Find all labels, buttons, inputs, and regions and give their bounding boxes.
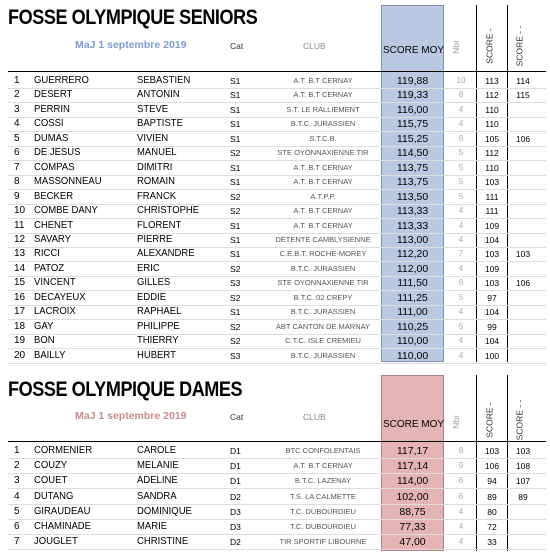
score2-cell: 107 (515, 476, 531, 487)
club-cell: B.T.C. JURASSIEN (290, 350, 356, 360)
count-cell: 6 (458, 133, 464, 143)
category-cell: D3 (230, 522, 241, 532)
score-cell: 113,75 (396, 161, 429, 174)
score1-cell: 112 (485, 148, 499, 159)
firstname-cell: CHRISTOPHE (137, 205, 200, 217)
score1-cell: 111 (485, 206, 499, 217)
club-cell: C.T.C. ISLE CREMIEU (285, 336, 361, 346)
club-cell: DETENTE CAMBLYSIENNE (275, 234, 371, 244)
dames-section (0, 375, 550, 552)
category-cell: S3 (230, 278, 241, 289)
count-cell: 5 (458, 148, 464, 158)
name-cell: COUZY (34, 460, 68, 472)
count-cell: 4 (458, 537, 464, 547)
count-cell: 5 (458, 191, 464, 201)
firstname-cell: DIMITRI (137, 161, 173, 173)
score1-cell: 103 (484, 278, 500, 289)
score1-cell: 110 (485, 104, 499, 115)
score-cell: 110,00 (396, 335, 429, 348)
score-cell: 88,75 (399, 505, 426, 518)
table-row (0, 348, 550, 364)
seniors-title: FOSSE OLYMPIQUE SENIORS (8, 6, 258, 29)
club-cell: STE OYONNAXIENNE TIR (277, 148, 369, 158)
club-cell: TIR SPORTIF LIBOURNE (279, 537, 367, 547)
score1-cell: 99 (487, 321, 497, 332)
score-cell: 47,00 (399, 536, 426, 549)
score2-cell: 106 (515, 133, 531, 144)
rank-cell: 3 (14, 475, 20, 487)
score1-cell: 109 (484, 220, 500, 231)
firstname-cell: EDDIE (137, 291, 167, 303)
rank-cell: 1 (14, 445, 20, 456)
name-cell: CHENET (34, 219, 74, 231)
category-cell: S1 (230, 76, 241, 86)
score-cell: 114,50 (396, 147, 429, 160)
score-cell: 115,75 (396, 118, 429, 131)
score1-cell: 109 (484, 263, 500, 274)
score2-cell: 115 (516, 90, 530, 101)
name-cell: COMBE DANY (34, 205, 98, 217)
rank-cell: 1 (14, 75, 20, 86)
count-cell: 4 (458, 350, 464, 360)
score1-cell: 33 (487, 537, 497, 548)
name-cell: PATOZ (34, 262, 65, 274)
score2-cell: 89 (518, 491, 528, 502)
count-cell: 5 (458, 292, 464, 302)
rank-cell: 20 (14, 349, 26, 361)
score-cell: 113,50 (396, 190, 429, 203)
name-cell: BECKER (34, 190, 74, 202)
score1-cell: 103 (484, 446, 500, 456)
name-cell: CHAMINADE (34, 521, 92, 532)
score-cell: 113,75 (396, 176, 429, 189)
club-cell: ABT CANTON DE MARNAY (275, 321, 371, 331)
firstname-cell: ROMAIN (137, 176, 175, 188)
rank-cell: 4 (14, 118, 20, 130)
category-cell: D2 (230, 491, 241, 502)
score2-header: SCORE - - (514, 25, 525, 67)
category-cell: S1 (230, 220, 241, 231)
header-rule (8, 441, 546, 442)
score-cell: 111,50 (397, 277, 428, 290)
club-cell: T.S. LA CALMETTE (290, 491, 356, 501)
score2-cell: 106 (515, 278, 531, 289)
count-cell: 4 (458, 263, 464, 273)
rank-cell: 2 (14, 89, 20, 101)
rank-cell: 6 (14, 147, 20, 159)
score1-cell: 113 (485, 76, 499, 86)
club-cell: B.T.C. JURASSIEN (290, 119, 356, 129)
category-cell: S2 (230, 206, 241, 217)
club-cell: S.T.C.B. (309, 133, 337, 143)
score1-cell: 110 (485, 162, 499, 173)
name-cell: CORMENIER (34, 445, 93, 456)
rank-cell: 5 (14, 505, 20, 517)
count-cell: 5 (458, 321, 464, 331)
count-cell: 6 (458, 476, 464, 486)
name-cell: RICCI (34, 248, 60, 260)
rank-cell: 18 (14, 320, 26, 332)
club-cell: A.T. B.T CERNAY (293, 90, 353, 100)
cat-header: Cat (230, 41, 244, 51)
firstname-cell: MELANIE (137, 460, 179, 472)
club-cell: BTC CONFOLENTAIS (285, 446, 361, 455)
firstname-cell: VIVIEN (137, 132, 169, 144)
club-cell: T.C. DUBOURDIEU (290, 522, 356, 531)
firstname-cell: CHRISTINE (137, 536, 189, 548)
score-cell: 102,00 (396, 490, 429, 503)
firstname-cell: PHILIPPE (137, 320, 180, 332)
row-divider (8, 549, 546, 550)
score-cell: 111,25 (397, 291, 428, 304)
club-cell: B.T.C. JURASSIEN (290, 307, 356, 317)
name-cell: VINCENT (34, 277, 76, 289)
count-cell: 6 (458, 278, 464, 288)
category-cell: S2 (230, 336, 241, 347)
score-cell: 113,33 (396, 219, 429, 232)
firstname-cell: PIERRE (137, 233, 173, 245)
name-cell: JOUGLET (34, 536, 78, 548)
firstname-cell: MANUEL (137, 147, 177, 159)
nbr-header: Nbr (450, 40, 461, 54)
firstname-cell: SEBASTIEN (137, 75, 191, 86)
rank-cell: 4 (14, 490, 20, 502)
rank-cell: 5 (14, 132, 20, 144)
rank-cell: 7 (14, 161, 20, 173)
score-cell: 112,00 (396, 262, 429, 275)
firstname-cell: BAPTISTE (137, 118, 183, 130)
header-rule (8, 71, 546, 72)
name-cell: DUTANG (34, 490, 74, 502)
score2-cell: 114 (516, 76, 530, 86)
firstname-cell: CAROLE (137, 445, 177, 456)
score-cell: 117,17 (396, 445, 429, 457)
count-cell: 4 (458, 522, 464, 531)
count-cell: 4 (458, 506, 464, 516)
category-cell: D1 (230, 461, 241, 472)
category-cell: S1 (230, 133, 241, 144)
score-cell: 112,20 (396, 248, 429, 261)
rank-cell: 3 (14, 103, 20, 115)
count-cell: 8 (458, 90, 464, 100)
rank-cell: 9 (14, 190, 20, 202)
score-cell: 111,00 (397, 306, 428, 319)
category-cell: S2 (230, 292, 241, 303)
score-cell: 117,14 (396, 460, 429, 473)
category-cell: D3 (230, 506, 241, 517)
name-cell: BON (34, 335, 55, 347)
score1-cell: 103 (484, 249, 500, 260)
score1-cell: 110 (485, 119, 499, 130)
category-cell: S1 (230, 104, 241, 115)
name-cell: GIRAUDEAU (34, 505, 91, 517)
score2-cell: 108 (515, 461, 531, 472)
category-cell: S2 (230, 191, 241, 202)
table-row (0, 534, 550, 550)
score1-cell: 94 (487, 476, 497, 487)
firstname-cell: RAPHAEL (137, 306, 182, 318)
rank-cell: 13 (14, 248, 26, 260)
count-cell: 8 (458, 446, 464, 455)
count-cell: 4 (458, 104, 464, 114)
score1-cell: 104 (484, 336, 500, 347)
firstname-cell: FRANCK (137, 190, 177, 202)
score-moy-header: SCORE MOY (382, 419, 445, 430)
club-cell: S.T. LE RALLIEMENT (286, 104, 360, 114)
club-cell: B.T.C. JURASSIEN (290, 263, 356, 273)
table-row (0, 504, 550, 520)
score-cell: 119,88 (396, 75, 429, 87)
score-cell: 113,00 (396, 233, 429, 246)
club-cell: B.T.C. 02 CREPY (293, 292, 353, 302)
score1-header: SCORE - (484, 28, 495, 64)
count-cell: 9 (458, 461, 464, 471)
score1-cell: 112 (485, 90, 499, 101)
category-cell: S1 (230, 90, 241, 101)
score1-cell: 104 (484, 307, 500, 318)
table-row (0, 519, 550, 535)
count-cell: 5 (458, 162, 464, 172)
category-cell: S2 (230, 263, 241, 274)
club-cell: A.T. B.T CERNAY (293, 461, 353, 471)
score-cell: 110,25 (396, 320, 429, 333)
name-cell: COUET (34, 475, 68, 487)
rank-cell: 14 (14, 262, 26, 274)
club-cell: B.T.C. LAZENAY (294, 476, 352, 486)
category-cell: S1 (230, 119, 241, 130)
score1-cell: 72 (487, 522, 497, 532)
dames-update-date: MaJ 1 septembre 2019 (75, 410, 187, 422)
firstname-cell: GILLES (137, 277, 171, 289)
rank-cell: 17 (14, 306, 26, 318)
category-cell: D1 (230, 446, 241, 456)
category-cell: S1 (230, 249, 241, 260)
table-row (0, 443, 550, 459)
club-cell: A.T. B.T CERNAY (293, 177, 353, 187)
club-header: CLUB (303, 412, 326, 422)
name-cell: BAILLY (34, 349, 66, 361)
count-cell: 4 (458, 336, 464, 346)
rank-cell: 19 (14, 335, 26, 347)
firstname-cell: FLORENT (137, 219, 182, 231)
club-cell: A.T. B.T CERNAY (293, 76, 353, 85)
firstname-cell: ADELINE (137, 475, 178, 487)
score1-cell: 103 (484, 177, 500, 188)
club-cell: STE OYONNAXIENNE TIR (277, 278, 369, 288)
count-cell: 6 (458, 491, 464, 501)
firstname-cell: MARIE (137, 521, 168, 532)
club-cell: A.T. B.T CERNAY (293, 220, 353, 230)
count-cell: 4 (458, 206, 464, 216)
score2-cell: 103 (515, 249, 531, 260)
name-cell: GUERRERO (34, 75, 89, 86)
firstname-cell: DOMINIQUE (137, 505, 192, 517)
score2-cell: 103 (515, 446, 531, 456)
score1-cell: 111 (485, 191, 499, 202)
category-cell: S1 (230, 234, 241, 245)
category-cell: S3 (230, 350, 241, 361)
rank-cell: 6 (14, 521, 20, 532)
name-cell: DESERT (34, 89, 73, 101)
rank-cell: 16 (14, 291, 26, 303)
score-cell: 119,33 (396, 89, 429, 102)
firstname-cell: ALEXANDRE (137, 248, 195, 260)
table-row (0, 489, 550, 505)
firstname-cell: HUBERT (137, 349, 176, 361)
name-cell: LACROIX (34, 306, 76, 318)
category-cell: S2 (230, 148, 241, 159)
count-cell: 4 (458, 119, 464, 129)
category-cell: D1 (230, 476, 241, 487)
name-cell: DE JESUS (34, 147, 81, 159)
score1-cell: 97 (487, 292, 497, 303)
category-cell: S1 (230, 162, 241, 173)
nbr-header: Nbr (450, 415, 461, 429)
name-cell: PERRIN (34, 103, 70, 115)
score1-cell: 100 (484, 350, 500, 361)
name-cell: SAVARY (34, 233, 71, 245)
count-cell: 5 (458, 177, 464, 187)
table-row (0, 473, 550, 489)
rank-cell: 8 (14, 176, 20, 188)
category-cell: S1 (230, 177, 241, 188)
club-cell: T.C. DUBOURDIEU (290, 506, 356, 516)
count-cell: 4 (458, 220, 464, 230)
rank-cell: 15 (14, 277, 26, 289)
name-cell: COSSI (34, 118, 64, 130)
rank-cell: 11 (14, 219, 25, 231)
score-cell: 113,33 (396, 205, 429, 218)
club-cell: C.E.B.T. ROCHE-MOREY (279, 249, 367, 259)
name-cell: COMPAS (34, 161, 75, 173)
club-cell: A.T.P.P. (310, 191, 336, 201)
dames-title: FOSSE OLYMPIQUE DAMES (8, 378, 243, 401)
row-divider (8, 363, 546, 364)
club-header: CLUB (303, 41, 326, 51)
seniors-update-date: MaJ 1 septembre 2019 (75, 39, 187, 51)
category-cell: S1 (230, 307, 241, 318)
score1-cell: 106 (484, 461, 500, 472)
club-cell: A.T. B.T CERNAY (293, 206, 353, 216)
firstname-cell: STEVE (137, 103, 169, 115)
rank-cell: 7 (14, 536, 20, 548)
rank-cell: 2 (14, 460, 20, 472)
firstname-cell: SANDRA (137, 490, 177, 502)
count-cell: 10 (456, 76, 466, 85)
name-cell: DUMAS (34, 132, 69, 144)
score-cell: 116,00 (396, 103, 429, 116)
score-cell: 115,25 (396, 132, 429, 145)
score1-cell: 104 (484, 234, 500, 245)
score2-header: SCORE - - (514, 399, 525, 441)
category-cell: S2 (230, 321, 241, 332)
score-cell: 114,00 (396, 475, 429, 488)
score1-cell: 89 (487, 491, 497, 502)
club-cell: A.T. B.T CERNAY (293, 162, 353, 172)
score-cell: 110,00 (396, 349, 429, 362)
rank-cell: 12 (14, 233, 26, 245)
name-cell: GAY (34, 320, 54, 332)
count-cell: 7 (458, 249, 464, 259)
count-cell: 4 (458, 307, 464, 317)
score1-header: SCORE - (484, 402, 495, 438)
rank-cell: 10 (14, 205, 26, 217)
score-moy-header: SCORE MOY (382, 45, 445, 56)
category-cell: D2 (230, 537, 241, 548)
firstname-cell: ERIC (137, 262, 160, 274)
score1-cell: 80 (487, 506, 497, 517)
firstname-cell: THIERRY (137, 335, 179, 347)
table-row (0, 458, 550, 474)
cat-header: Cat (230, 412, 244, 422)
name-cell: DECAYEUX (34, 291, 86, 303)
count-cell: 4 (458, 234, 464, 244)
score1-cell: 105 (484, 133, 500, 144)
name-cell: MASSONNEAU (34, 176, 102, 188)
score-cell: 77,33 (399, 521, 426, 533)
firstname-cell: ANTONIN (137, 89, 180, 101)
